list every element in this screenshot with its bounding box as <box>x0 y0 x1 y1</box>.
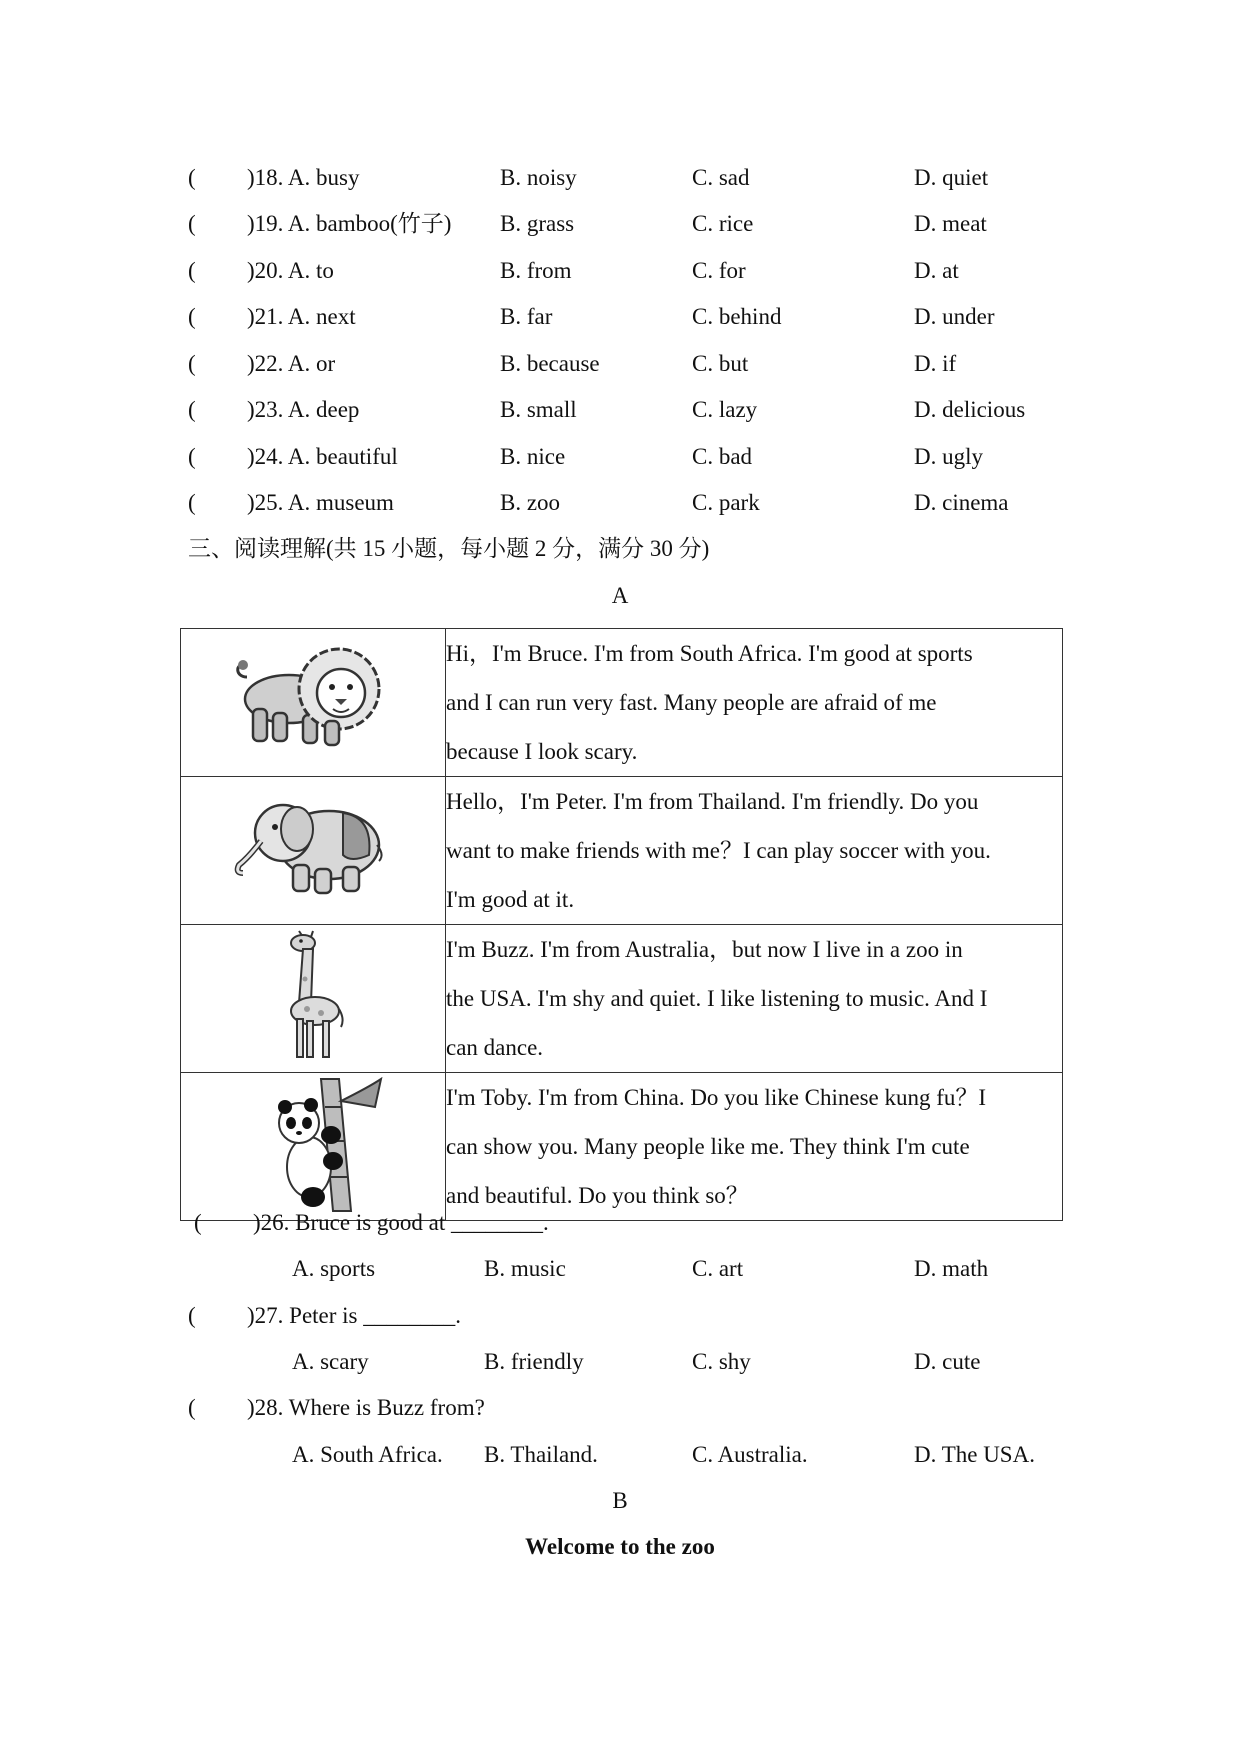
description-line: the USA. I'm shy and quiet. I like listening to music. And I <box>446 986 988 1011</box>
description-line: want to make friends with me？I can play soccer with you. <box>446 838 991 863</box>
animal-profile-table <box>180 628 1063 1221</box>
answer-blank: ( <box>188 351 196 376</box>
option-b: B. zoo <box>500 490 561 515</box>
option-c: C. shy <box>692 1349 751 1374</box>
option-c: C. art <box>692 1256 744 1281</box>
option-b: B. Thailand. <box>484 1442 598 1467</box>
option-b: B. noisy <box>500 165 577 190</box>
description-line: Hello，I'm Peter. I'm from Thailand. I'm friendly. Do you <box>446 789 979 814</box>
section-title: 三、阅读理解(共 15 小题，每小题 2 分，满分 30 分) <box>188 536 710 561</box>
table-row <box>181 629 1063 777</box>
option-c: C. lazy <box>692 397 758 422</box>
option-b: B. music <box>484 1256 566 1281</box>
description-line: I'm Toby. I'm from China. Do you like Chinese kung fu？I <box>446 1085 987 1110</box>
description-line: can show you. Many people like me. They think I'm cute <box>446 1134 970 1159</box>
option-d: D. cute <box>914 1349 981 1374</box>
passage-b-label: B <box>612 1488 628 1513</box>
option-d: D. meat <box>914 211 987 236</box>
option-c: C. sad <box>692 165 750 190</box>
option-c: C. park <box>692 490 760 515</box>
giraffe-icon <box>273 929 353 1063</box>
option-b: B. friendly <box>484 1349 584 1374</box>
option-d: D. under <box>914 304 995 329</box>
table-row <box>181 1073 1063 1221</box>
answer-blank: ( <box>188 211 196 236</box>
option-d: D. cinema <box>914 490 1009 515</box>
answer-blank: ( <box>188 304 196 329</box>
option-b: B. from <box>500 258 572 283</box>
description-line: Hi，I'm Bruce. I'm from South Africa. I'm good at sports <box>446 641 973 666</box>
option-d: D. The USA. <box>914 1442 1035 1467</box>
option-c: C. for <box>692 258 746 283</box>
picture-cell <box>181 777 446 925</box>
answer-blank: ( <box>188 444 196 469</box>
option-a: )19. A. bamboo(竹子) <box>247 211 452 236</box>
description-line: I'm good at it. <box>446 887 575 912</box>
option-c: C. Australia. <box>692 1442 808 1467</box>
answer-blank: ( <box>188 165 196 190</box>
description-line: I'm Buzz. I'm from Australia，but now I live in a zoo in <box>446 937 963 962</box>
passage-a-label: A <box>611 583 629 608</box>
answer-blank: ( <box>194 1210 202 1235</box>
answer-blank: ( <box>188 258 196 283</box>
description-line: because I look scary. <box>446 739 638 764</box>
option-a: )22. A. or <box>247 351 336 376</box>
option-d: D. if <box>914 351 957 376</box>
option-a: )24. A. beautiful <box>247 444 398 469</box>
answer-blank: ( <box>188 490 196 515</box>
option-a: )21. A. next <box>247 304 356 329</box>
option-c: C. bad <box>692 444 753 469</box>
option-d: D. ugly <box>914 444 983 469</box>
option-a: A. sports <box>292 1256 376 1281</box>
animal-description <box>446 1073 1063 1221</box>
animal-description <box>446 777 1063 925</box>
animal-description <box>446 925 1063 1073</box>
option-c: C. rice <box>692 211 754 236</box>
question-stem: )28. Where is Buzz from? <box>247 1395 485 1420</box>
picture-cell <box>181 925 446 1073</box>
question-stem: )26. Bruce is good at ________. <box>253 1210 549 1235</box>
description-line: and I can run very fast. Many people are afraid of me <box>446 690 937 715</box>
answer-blank: ( <box>188 1303 196 1328</box>
option-c: C. but <box>692 351 749 376</box>
option-b: B. grass <box>500 211 575 236</box>
table-row <box>181 777 1063 925</box>
option-a: )25. A. museum <box>247 490 394 515</box>
option-b: B. because <box>500 351 600 376</box>
picture-cell <box>181 1073 446 1221</box>
option-b: B. small <box>500 397 577 422</box>
answer-blank: ( <box>188 1395 196 1420</box>
passage-b-title: Welcome to the zoo <box>525 1534 715 1559</box>
option-c: C. behind <box>692 304 782 329</box>
answer-blank: ( <box>188 397 196 422</box>
option-a: A. South Africa. <box>292 1442 443 1467</box>
option-d: D. at <box>914 258 959 283</box>
option-d: D. math <box>914 1256 989 1281</box>
option-a: )18. A. busy <box>247 165 360 190</box>
picture-cell <box>181 629 446 777</box>
animal-description <box>446 629 1063 777</box>
lion-icon <box>229 637 389 757</box>
elephant-icon <box>231 789 391 899</box>
description-line: can dance. <box>446 1035 544 1060</box>
option-d: D. delicious <box>914 397 1026 422</box>
question-stem: )27. Peter is ________. <box>247 1303 462 1328</box>
option-b: B. nice <box>500 444 566 469</box>
option-a: A. scary <box>292 1349 369 1374</box>
option-a: )20. A. to <box>247 258 334 283</box>
option-d: D. quiet <box>914 165 989 190</box>
panda-icon <box>269 1077 389 1213</box>
table-row <box>181 925 1063 1073</box>
option-a: )23. A. deep <box>247 397 360 422</box>
description-line: and beautiful. Do you think so？ <box>446 1183 749 1208</box>
option-b: B. far <box>500 304 553 329</box>
